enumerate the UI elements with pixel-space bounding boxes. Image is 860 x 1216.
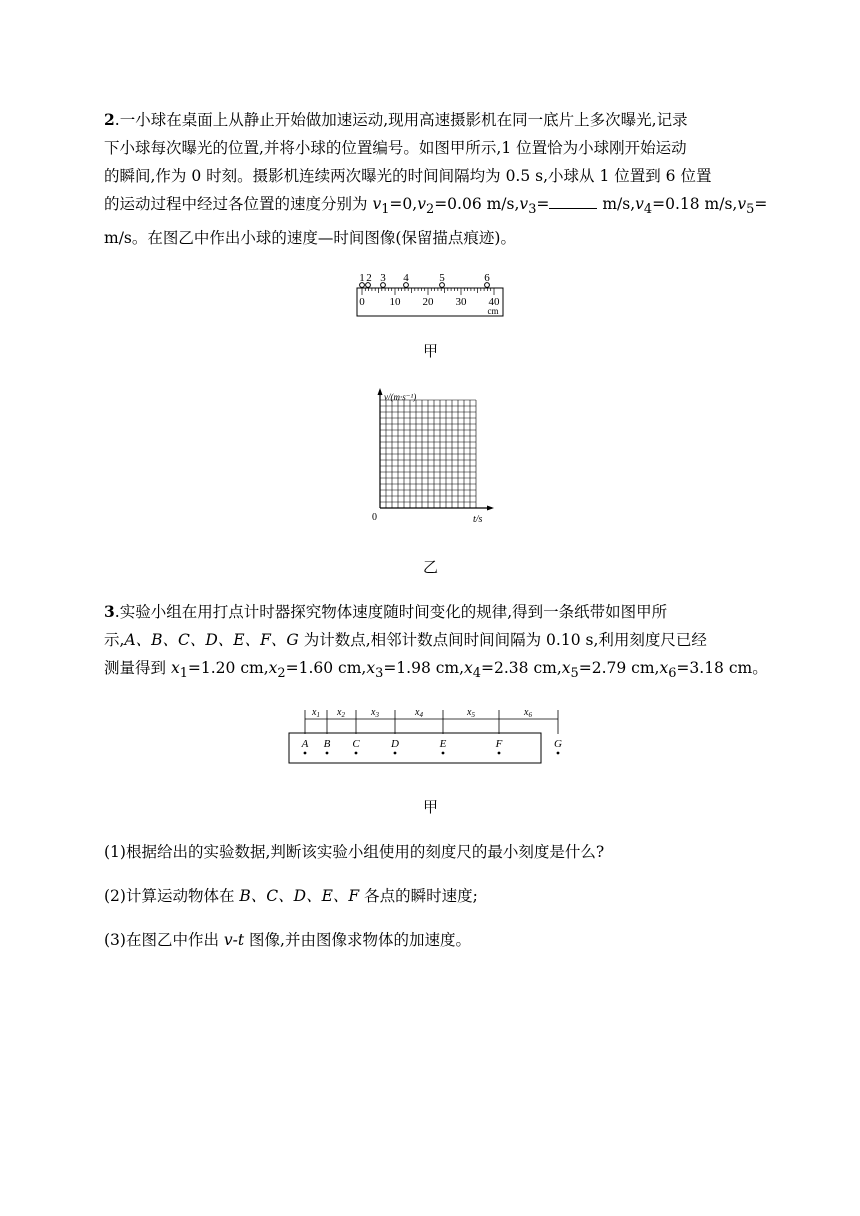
problem-3-text bbox=[104, 598, 768, 688]
position-label-5: 5 bbox=[439, 272, 445, 284]
problem-2-text bbox=[104, 106, 768, 252]
point-label-e: E bbox=[439, 738, 447, 750]
segment-label-x4: $x_4$ bbox=[415, 707, 423, 719]
ball-markers bbox=[360, 283, 490, 288]
origin-label: 0 bbox=[372, 512, 377, 523]
problem-3-number: 3 bbox=[104, 602, 115, 621]
ruler-scale-labels bbox=[359, 296, 500, 308]
point-label-c: C bbox=[352, 738, 360, 750]
problem-2-line-5: m/s。在图乙中作出小球的速度—时间图像(保留描点痕迹)。 bbox=[104, 229, 516, 248]
position-labels bbox=[359, 272, 490, 284]
problem-2-number: 2 bbox=[104, 110, 115, 129]
dot-f bbox=[498, 752, 501, 755]
dot-e bbox=[442, 752, 445, 755]
segment-label-x2: $x_2$ bbox=[337, 707, 345, 719]
grid-lines bbox=[380, 400, 476, 508]
scale-label-20: 20 bbox=[422, 296, 434, 308]
problem-2-line-4: 的运动过程中经过各位置的速度分别为 $v_1=0,v_2=0.06$ $m/s,v_3= m/s,v_4=0.18$ $m/s,v_5=$ bbox=[104, 195, 768, 218]
ruler-figure bbox=[350, 268, 510, 320]
tape-point-labels bbox=[301, 738, 562, 750]
ruler-ticks bbox=[362, 288, 494, 295]
paper-tape-figure bbox=[285, 700, 562, 770]
vt-graph-grid bbox=[370, 388, 495, 528]
question-2: (2)计算运动物体在 B、C、D、E、F 各点的瞬时速度; bbox=[104, 887, 478, 905]
question-3: (3)在图乙中作出 v-t 图像,并由图像求物体的加速度。 bbox=[104, 931, 471, 949]
segment-label-x1: $x_1$ bbox=[312, 707, 320, 719]
segment-label-x3: $x_3$ bbox=[371, 707, 379, 719]
problem-3-line-2: 示,A、B、C、D、E、F、G 为计数点,相邻计数点间时间间隔为 0.10 s,利用刻度尺已经 bbox=[104, 631, 707, 649]
dot-c bbox=[355, 752, 358, 755]
position-label-3: 3 bbox=[380, 272, 386, 284]
position-label-2: 2 bbox=[366, 272, 372, 284]
figure-jia-caption-1: 甲 bbox=[423, 342, 439, 360]
dot-a bbox=[304, 752, 307, 755]
scale-label-40: 40 bbox=[488, 296, 500, 308]
y-axis-arrow bbox=[378, 388, 383, 395]
y-axis-label: v/(m·s⁻¹) bbox=[384, 392, 417, 402]
scale-label-10: 10 bbox=[389, 296, 401, 308]
dot-b bbox=[326, 752, 329, 755]
problem-3-line-3: 测量得到 $x_1=1.20$ $cm,x_2=1.60$ $cm,x_3=1.98$ $cm,x_4=2.38$ $cm,x_5=2.79$ $cm,x_6=3.18$ cm。 bbox=[104, 659, 768, 682]
segment-label-x5: $x_5$ bbox=[467, 707, 475, 719]
problem-2-line-2: 下小球每次曝光的位置,并将小球的位置编号。如图甲所示,1 位置恰为小球刚开始运动 bbox=[104, 139, 687, 157]
point-label-g: G bbox=[554, 738, 562, 750]
ruler-unit: cm bbox=[487, 306, 499, 316]
x-axis-arrow bbox=[487, 506, 494, 511]
position-label-6: 6 bbox=[484, 272, 490, 284]
position-label-1: 1 bbox=[359, 272, 365, 284]
question-1: (1)根据给出的实验数据,判断该实验小组使用的刻度尺的最小刻度是什么? bbox=[104, 843, 605, 861]
problem-3-line-1: 3.实验小组在用打点计时器探究物体速度随时间变化的规律,得到一条纸带如图甲所 bbox=[104, 602, 668, 621]
dot-g bbox=[557, 752, 560, 755]
figure-yi-caption: 乙 bbox=[423, 558, 439, 576]
segment-label-x6: $x_6$ bbox=[524, 707, 532, 719]
figure-jia-caption-2: 甲 bbox=[423, 798, 439, 816]
dot-d bbox=[394, 752, 397, 755]
scale-label-30: 30 bbox=[455, 296, 467, 308]
scale-label-0: 0 bbox=[359, 296, 365, 308]
position-label-4: 4 bbox=[403, 272, 409, 284]
answer-blank-v3[interactable] bbox=[549, 194, 597, 209]
point-label-d: D bbox=[391, 738, 399, 750]
problem-2-line-3: 的瞬间,作为 0 时刻。摄影机连续两次曝光的时间间隔均为 0.5 s,小球从 1 位置到 6 位置 bbox=[104, 167, 712, 185]
point-label-a: A bbox=[301, 738, 309, 750]
x-axis-label: t/s bbox=[473, 514, 483, 525]
point-label-f: F bbox=[495, 738, 503, 750]
tape-dots bbox=[304, 752, 560, 755]
point-label-b: B bbox=[323, 738, 331, 750]
problem-2-line-1: 2.一小球在桌面上从静止开始做加速运动,现用高速摄影机在同一底片上多次曝光,记录 bbox=[104, 110, 688, 129]
